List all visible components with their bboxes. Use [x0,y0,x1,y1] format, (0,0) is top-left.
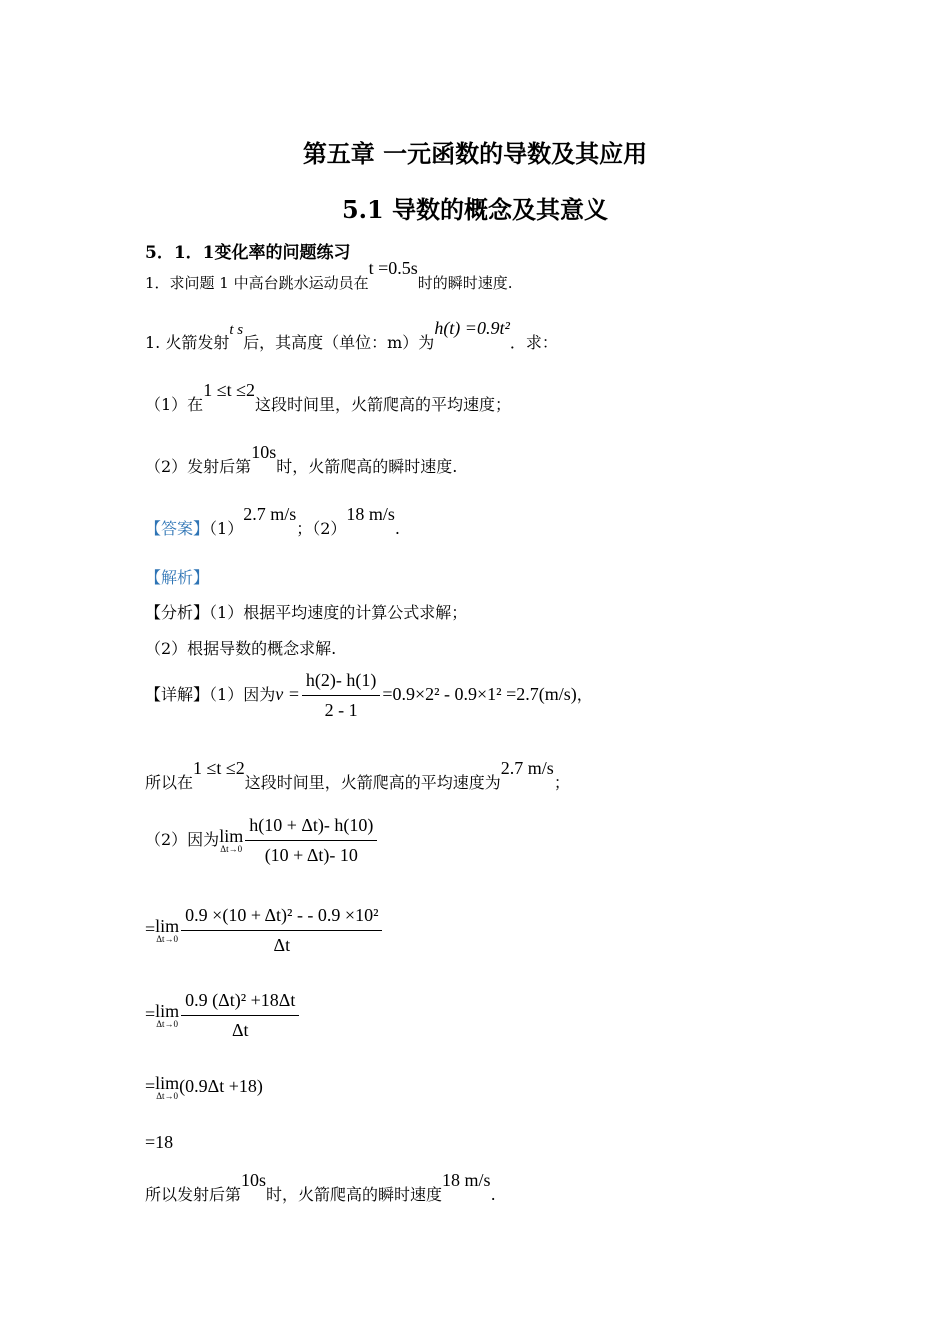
lim-subscript: Δt→0 [156,934,179,944]
problem-prefix: 1. 火箭发射 [145,333,230,352]
analysis-label: 【解析】 [145,568,210,587]
intro-math: t =0.5s [368,258,418,278]
fenxi-line-2: （2）根据导数的概念求解. [145,639,337,658]
limit-1 [219,827,243,854]
step-3 [145,990,301,1041]
step-2 [145,905,384,956]
frac2-denominator: (10 + Δt)- 10 [264,845,358,865]
conclusion2-math: 10s [241,1170,267,1190]
answer-line [145,504,401,539]
frac4-numerator: 0.9 (Δt)² +18Δt [181,990,299,1016]
problem-t-unit: t s [229,322,244,338]
lim-text: lim [155,916,180,936]
eq-sign-3: = [145,1004,156,1024]
conclusion1-math: 1 ≤t ≤2 [193,758,245,778]
q1-math: 1 ≤t ≤2 [203,380,255,400]
problem-formula: h(t) =0.9t² [434,318,510,338]
detail-2-prefix: （2）因为 [145,830,220,849]
fenxi-line-1 [145,600,467,623]
frac1-numerator: h(2)- h(1) [302,670,380,696]
conclusion2-end: . [490,1185,496,1204]
conclusion2-prefix: 所以发射后第 [145,1185,242,1204]
v-eq: v = [275,684,300,704]
lim-text: lim [155,1073,180,1093]
intro-question [145,258,513,293]
question-1 [145,380,511,415]
fraction-avg-velocity [302,670,380,721]
expr-step-4: (0.9Δt +18) [179,1076,263,1096]
lim-subscript: Δt→0 [156,1019,179,1029]
answer-p1: （1） [209,519,244,538]
eq-sign-4: = [145,1076,156,1096]
conclusion1-value: 2.7 m/s [500,758,554,778]
frac4-denominator: Δt [231,1020,249,1040]
answer-v1: 2.7 m/s [243,504,297,524]
lim-subscript: Δt→0 [220,844,243,854]
fenxi-text-1: （1）根据平均速度的计算公式求解； [209,603,468,622]
limit-4 [155,1074,179,1101]
fraction-derivative-def [245,815,377,866]
conclusion1-middle: 这段时间里，火箭爬高的平均速度为 [244,773,501,792]
q1-suffix: 这段时间里，火箭爬高的平均速度； [254,395,511,414]
problem-middle: 后，其高度（单位：m）为 [243,333,435,352]
fraction-step-3 [181,990,299,1041]
conclusion-1 [145,758,570,793]
answer-end: . [394,519,401,538]
chapter-title: 第五章 一元函数的导数及其应用 [302,139,648,168]
detail-comma: ， [576,685,593,704]
problem-statement [145,318,558,353]
answer-sep: ；（2） [296,519,347,538]
conclusion-2 [145,1170,496,1205]
eq-sign-2: = [145,919,156,939]
intro-prefix: 1．求问题 1 中高台跳水运动员在 [145,274,369,292]
conclusion2-value: 18 m/s [442,1170,491,1190]
step-4 [145,1074,263,1101]
q2-math: 10s [251,442,277,462]
frac3-denominator: Δt [273,935,291,955]
problem-suffix: ．求： [509,333,558,352]
eq1-rest: =0.9×2² - 0.9×1² =2.7(m/s) [382,684,577,704]
fraction-step-2 [181,905,382,956]
limit-3 [155,1002,179,1029]
detail-label: 【详解】 [145,685,210,704]
conclusion1-prefix: 所以在 [145,773,194,792]
detail-line-2 [145,815,379,866]
answer-label: 【答案】 [145,519,210,538]
step-5-result: =18 [145,1132,174,1152]
subsection-title: 5．1．1变化率的问题练习 [145,243,351,263]
q2-suffix: 时，火箭爬高的瞬时速度. [276,457,458,476]
question-2 [145,442,458,477]
conclusion1-end: ； [553,773,570,792]
fenxi-label: 【分析】 [145,603,210,622]
intro-suffix: 时的瞬时速度. [417,274,513,292]
detail-line-1 [145,670,593,721]
frac2-numerator: h(10 + Δt)- h(10) [245,815,377,841]
lim-subscript: Δt→0 [156,1091,179,1101]
answer-v2: 18 m/s [346,504,395,524]
section-title: 5.1 导数的概念及其意义 [341,195,609,224]
frac1-denominator: 2 - 1 [324,700,358,720]
q2-prefix: （2）发射后第 [145,457,252,476]
limit-2 [155,917,179,944]
frac3-numerator: 0.9 ×(10 + Δt)² - - 0.9 ×10² [181,905,382,931]
conclusion2-middle: 时，火箭爬高的瞬时速度 [266,1185,443,1204]
q1-prefix: （1）在 [145,395,204,414]
lim-text: lim [219,826,244,846]
lim-text: lim [155,1001,180,1021]
detail-1-prefix: （1）因为 [209,685,276,704]
